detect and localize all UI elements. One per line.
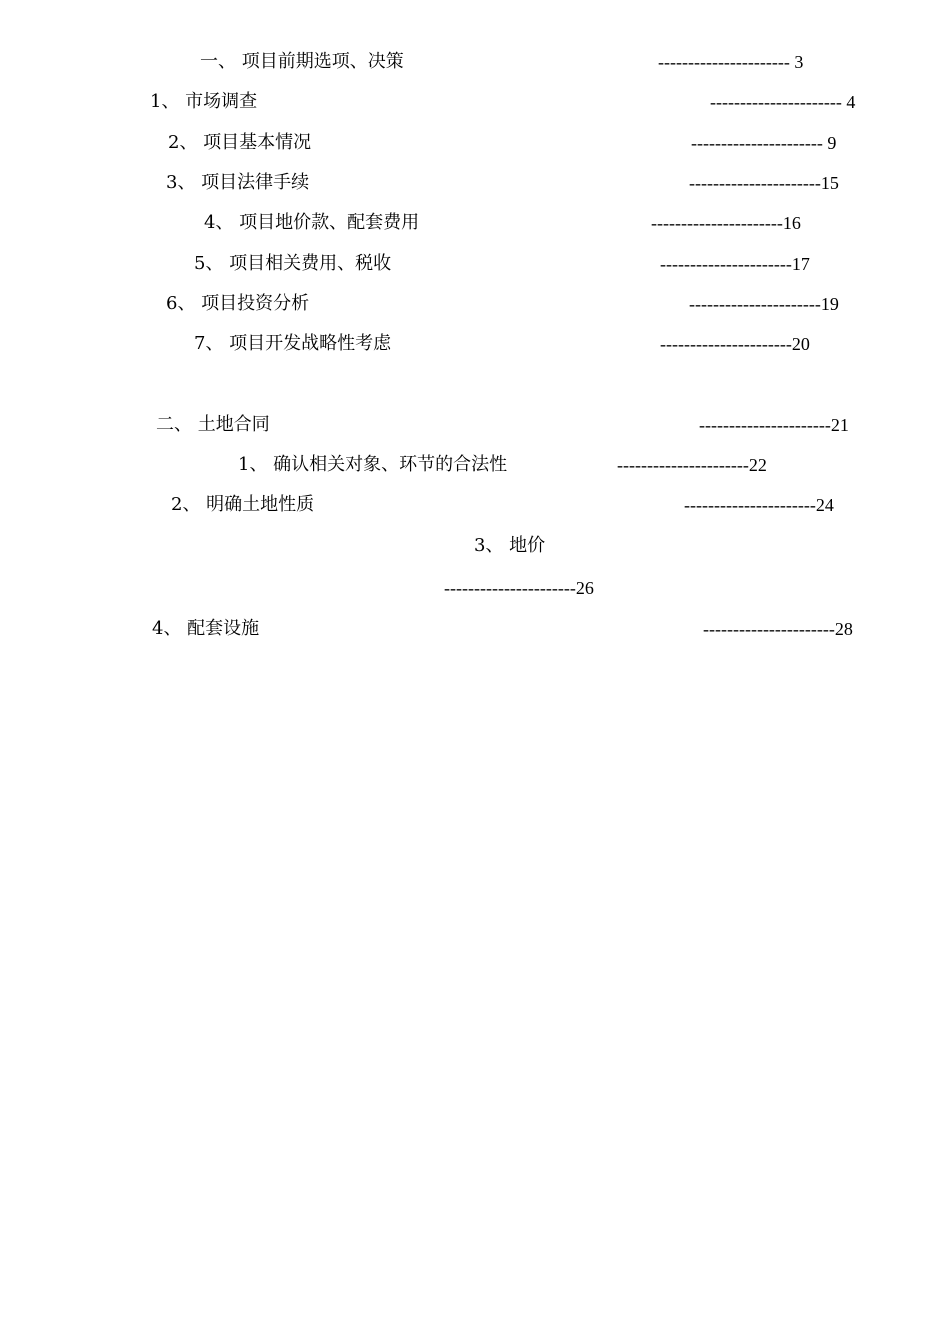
- toc-item-1-6-leader: ----------------------19: [689, 294, 839, 314]
- toc-item-2-2-leader: ----------------------24: [684, 495, 834, 515]
- toc-item-1-3: 3、 项目法律手续: [166, 172, 310, 193]
- toc-item-1-6: 6、 项目投资分析: [166, 293, 310, 314]
- toc-section-2-title: 二、 土地合同: [156, 414, 270, 435]
- toc-item-1-5: 5、 项目相关费用、税收: [194, 253, 392, 274]
- toc-item-2-3: 3、 地价: [474, 535, 546, 556]
- toc-item-2-2: 2、 明确土地性质: [171, 494, 315, 515]
- toc-item-1-1-leader: ---------------------- 4: [710, 92, 856, 112]
- toc-item-1-4: 4、 项目地价款、配套费用: [204, 212, 420, 233]
- toc-item-2-3-leader: ----------------------26: [444, 578, 594, 598]
- toc-item-1-4-leader: ----------------------16: [651, 213, 801, 233]
- toc-item-2-4-leader: ----------------------28: [703, 619, 853, 639]
- toc-item-1-7-leader: ----------------------20: [660, 334, 810, 354]
- toc-item-1-1: 1、 市场调查: [150, 91, 258, 112]
- toc-item-1-7: 7、 项目开发战略性考虑: [194, 333, 392, 354]
- toc-item-2-1-leader: ----------------------22: [617, 455, 767, 475]
- toc-item-1-2-leader: ---------------------- 9: [691, 133, 837, 153]
- toc-section-2-leader: ----------------------21: [699, 415, 849, 435]
- toc-item-2-4: 4、 配套设施: [152, 618, 260, 639]
- toc-item-2-1: 1、 确认相关对象、环节的合法性: [238, 454, 508, 475]
- toc-section-1-title: 一、 项目前期选项、决策: [200, 51, 404, 72]
- toc-item-1-5-leader: ----------------------17: [660, 254, 810, 274]
- toc-item-1-3-leader: ----------------------15: [689, 173, 839, 193]
- toc-item-1-2: 2、 项目基本情况: [168, 132, 312, 153]
- toc-section-1-leader: ---------------------- 3: [658, 52, 804, 72]
